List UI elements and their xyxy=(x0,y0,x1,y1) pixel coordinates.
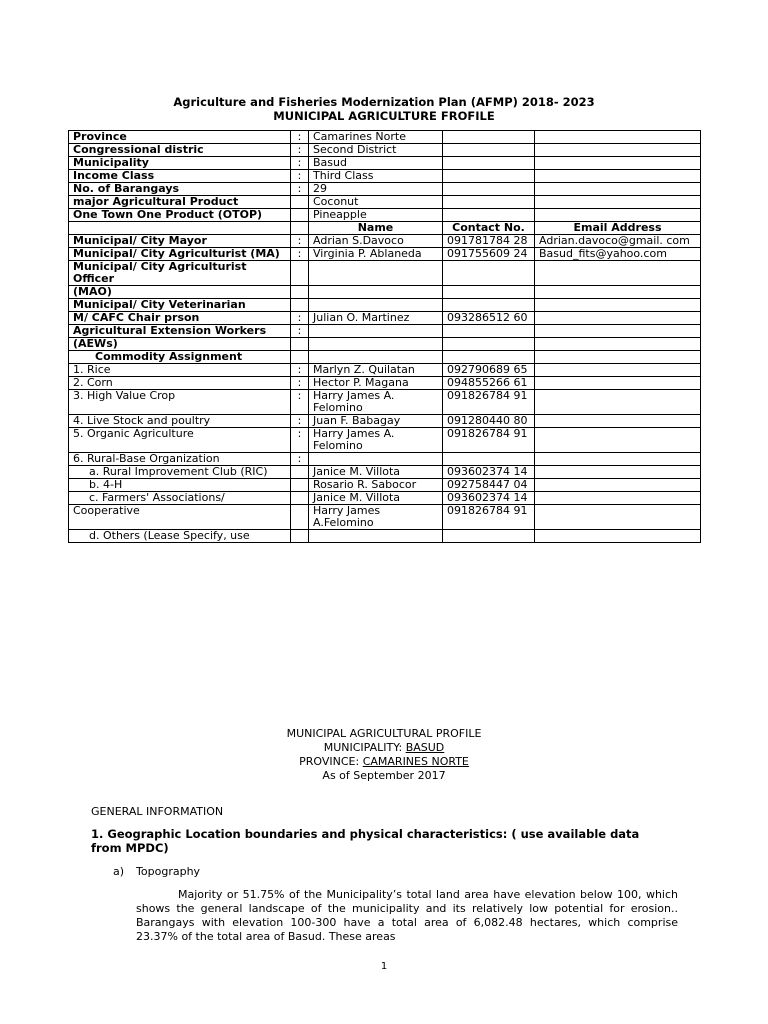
row-label: a. Rural Improvement Club (RIC) xyxy=(69,466,291,479)
row-contact: 091826784 91 xyxy=(443,390,535,415)
row-contact xyxy=(443,157,535,170)
row-contact xyxy=(443,351,535,364)
row-name xyxy=(309,338,443,351)
row-colon xyxy=(291,338,309,351)
row-email xyxy=(535,261,701,286)
general-information-heading: GENERAL INFORMATION xyxy=(91,805,224,818)
row-email xyxy=(535,351,701,364)
table-row xyxy=(69,338,701,351)
table-row xyxy=(69,222,701,235)
row-label: 5. Organic Agriculture xyxy=(69,428,291,453)
row-colon: : xyxy=(291,131,309,144)
row-colon: : xyxy=(291,170,309,183)
table-row xyxy=(69,415,701,428)
row-name: Basud xyxy=(309,157,443,170)
row-email xyxy=(535,183,701,196)
row-label: 3. High Value Crop xyxy=(69,390,291,415)
row-email xyxy=(535,196,701,209)
row-colon: : xyxy=(291,325,309,338)
table-row xyxy=(69,183,701,196)
row-name: Harry James A.Felomino xyxy=(309,505,443,530)
row-contact: 093286512 60 xyxy=(443,312,535,325)
section-heading: 1. Geographic Location boundaries and physical characteristics: ( use available data from MPDC) xyxy=(91,827,640,855)
row-label: Congressional distric xyxy=(69,144,291,157)
topography-heading: a) Topography xyxy=(113,865,201,878)
row-name: Camarines Norte xyxy=(309,131,443,144)
row-label: Municipal/ City Veterinarian xyxy=(69,299,291,312)
row-contact xyxy=(443,325,535,338)
document-title: Agriculture and Fisheries Modernization Plan (AFMP) 2018- 2023 xyxy=(173,95,595,109)
row-colon: : xyxy=(291,453,309,466)
row-email: Email Address xyxy=(535,222,701,235)
row-label: 4. Live Stock and poultry xyxy=(69,415,291,428)
table-row xyxy=(69,209,701,222)
page-number: 1 xyxy=(380,961,388,972)
table-row xyxy=(69,235,701,248)
row-email xyxy=(535,144,701,157)
table-row xyxy=(69,312,701,325)
row-label: (MAO) xyxy=(69,286,291,299)
row-name xyxy=(309,325,443,338)
row-email xyxy=(535,415,701,428)
row-email xyxy=(535,299,701,312)
row-email xyxy=(535,453,701,466)
row-label: (AEWs) xyxy=(69,338,291,351)
row-name: Pineapple xyxy=(309,209,443,222)
row-colon: : xyxy=(291,377,309,390)
row-label: One Town One Product (OTOP) xyxy=(69,209,291,222)
row-email xyxy=(535,338,701,351)
row-contact: 093602374 14 xyxy=(443,492,535,505)
row-email xyxy=(535,312,701,325)
row-contact xyxy=(443,453,535,466)
table-row xyxy=(69,390,701,415)
table-row xyxy=(69,505,701,530)
row-colon xyxy=(291,222,309,235)
row-colon: : xyxy=(291,364,309,377)
row-email xyxy=(535,530,701,543)
row-name: Adrian S.Davoco xyxy=(309,235,443,248)
row-colon: : xyxy=(291,248,309,261)
row-contact: 093602374 14 xyxy=(443,466,535,479)
row-email xyxy=(535,505,701,530)
row-label: b. 4-H xyxy=(69,479,291,492)
row-contact xyxy=(443,530,535,543)
table-row xyxy=(69,170,701,183)
row-label: 2. Corn xyxy=(69,377,291,390)
row-name: Virginia P. Ablaneda xyxy=(309,248,443,261)
row-contact xyxy=(443,170,535,183)
row-name xyxy=(309,453,443,466)
document-subtitle: MUNICIPAL AGRICULTURE FROFILE xyxy=(273,109,495,123)
table-row xyxy=(69,466,701,479)
row-label: Municipal/ City Agriculturist (MA) xyxy=(69,248,291,261)
profile-heading-block xyxy=(0,727,768,783)
row-email xyxy=(535,157,701,170)
row-contact: 091826784 91 xyxy=(443,428,535,453)
row-colon xyxy=(291,209,309,222)
row-name: Harry James A. Felomino xyxy=(309,428,443,453)
row-label: 6. Rural-Base Organization xyxy=(69,453,291,466)
row-contact: 091826784 91 xyxy=(443,505,535,530)
row-name: Name xyxy=(309,222,443,235)
row-contact xyxy=(443,338,535,351)
table-row xyxy=(69,428,701,453)
table-row xyxy=(69,530,701,543)
row-email xyxy=(535,492,701,505)
row-email xyxy=(535,364,701,377)
row-name: Second District xyxy=(309,144,443,157)
row-email xyxy=(535,131,701,144)
row-email xyxy=(535,466,701,479)
table-row xyxy=(69,299,701,312)
row-email xyxy=(535,377,701,390)
table-row xyxy=(69,492,701,505)
row-email xyxy=(535,325,701,338)
row-contact: 092790689 65 xyxy=(443,364,535,377)
row-email xyxy=(535,170,701,183)
row-label: Agricultural Extension Workers xyxy=(69,325,291,338)
row-contact: 091280440 80 xyxy=(443,415,535,428)
row-contact: Contact No. xyxy=(443,222,535,235)
row-colon xyxy=(291,492,309,505)
row-name: Third Class xyxy=(309,170,443,183)
row-email: Adrian.davoco@gmail. com xyxy=(535,235,701,248)
row-colon xyxy=(291,466,309,479)
row-email xyxy=(535,428,701,453)
row-label: Municipal/ City Mayor xyxy=(69,235,291,248)
row-colon xyxy=(291,196,309,209)
table-row xyxy=(69,144,701,157)
row-label xyxy=(69,222,291,235)
table-row xyxy=(69,131,701,144)
row-colon: : xyxy=(291,312,309,325)
row-label: Commodity Assignment xyxy=(69,351,291,364)
row-email xyxy=(535,209,701,222)
row-email xyxy=(535,479,701,492)
row-name xyxy=(309,286,443,299)
row-colon: : xyxy=(291,428,309,453)
row-name: Hector P. Magana xyxy=(309,377,443,390)
row-name xyxy=(309,261,443,286)
table-row xyxy=(69,453,701,466)
row-colon xyxy=(291,530,309,543)
row-name: Julian O. Martinez xyxy=(309,312,443,325)
profile-heading: MUNICIPAL AGRICULTURAL PROFILE xyxy=(286,727,482,740)
table-row xyxy=(69,351,701,364)
table-row xyxy=(69,286,701,299)
table-row xyxy=(69,364,701,377)
row-name xyxy=(309,530,443,543)
row-colon: : xyxy=(291,144,309,157)
row-label: Income Class xyxy=(69,170,291,183)
row-contact xyxy=(443,144,535,157)
row-label: Municipal/ City Agriculturist Officer xyxy=(69,261,291,286)
row-name xyxy=(309,351,443,364)
row-label: major Agricultural Product xyxy=(69,196,291,209)
table-row xyxy=(69,479,701,492)
municipality-line: MUNICIPALITY: BASUD xyxy=(323,741,445,754)
row-colon: : xyxy=(291,235,309,248)
row-name: Janice M. Villota xyxy=(309,466,443,479)
row-name: Harry James A. Felomino xyxy=(309,390,443,415)
row-colon xyxy=(291,261,309,286)
table-row xyxy=(69,196,701,209)
row-label: Cooperative xyxy=(69,505,291,530)
table-row xyxy=(69,377,701,390)
row-email xyxy=(535,286,701,299)
row-colon: : xyxy=(291,390,309,415)
row-label: Municipality xyxy=(69,157,291,170)
as-of-date: As of September 2017 xyxy=(322,769,446,782)
row-label: Province xyxy=(69,131,291,144)
table-row xyxy=(69,248,701,261)
row-email: Basud_fits@yahoo.com xyxy=(535,248,701,261)
row-label: c. Farmers' Associations/ xyxy=(69,492,291,505)
row-email xyxy=(535,390,701,415)
row-name: Janice M. Villota xyxy=(309,492,443,505)
row-label: M/ CAFC Chair prson xyxy=(69,312,291,325)
row-contact xyxy=(443,209,535,222)
row-colon xyxy=(291,299,309,312)
province-line: PROVINCE: CAMARINES NORTE xyxy=(299,755,469,768)
row-colon xyxy=(291,286,309,299)
body-paragraph: Majority or 51.75% of the Municipality’s total land area have elevation below 100, which shows the general landscape of the municipality and its relatively low potential for erosion.. Barangays with elevation 100-300 have a total area of 6,082.48 hectares, which comprise 23.37% of the total area of Basud. These areas xyxy=(136,888,678,943)
row-contact xyxy=(443,183,535,196)
row-name: Rosario R. Sabocor xyxy=(309,479,443,492)
table-row xyxy=(69,261,701,286)
table-row xyxy=(69,157,701,170)
row-contact xyxy=(443,131,535,144)
row-label: 1. Rice xyxy=(69,364,291,377)
row-contact xyxy=(443,299,535,312)
row-colon: : xyxy=(291,183,309,196)
row-colon: : xyxy=(291,415,309,428)
row-name: 29 xyxy=(309,183,443,196)
row-name xyxy=(309,299,443,312)
row-contact xyxy=(443,196,535,209)
row-name: Juan F. Babagay xyxy=(309,415,443,428)
row-label: d. Others (Lease Specify, use xyxy=(69,530,291,543)
table-row xyxy=(69,325,701,338)
profile-table xyxy=(68,130,701,543)
row-colon xyxy=(291,505,309,530)
row-label: No. of Barangays xyxy=(69,183,291,196)
row-name: Marlyn Z. Quilatan xyxy=(309,364,443,377)
row-contact xyxy=(443,261,535,286)
row-contact xyxy=(443,286,535,299)
row-colon: : xyxy=(291,157,309,170)
row-contact: 091781784 28 xyxy=(443,235,535,248)
row-contact: 092758447 04 xyxy=(443,479,535,492)
row-contact: 091755609 24 xyxy=(443,248,535,261)
row-contact: 094855266 61 xyxy=(443,377,535,390)
row-name: Coconut xyxy=(309,196,443,209)
row-colon xyxy=(291,479,309,492)
row-colon xyxy=(291,351,309,364)
